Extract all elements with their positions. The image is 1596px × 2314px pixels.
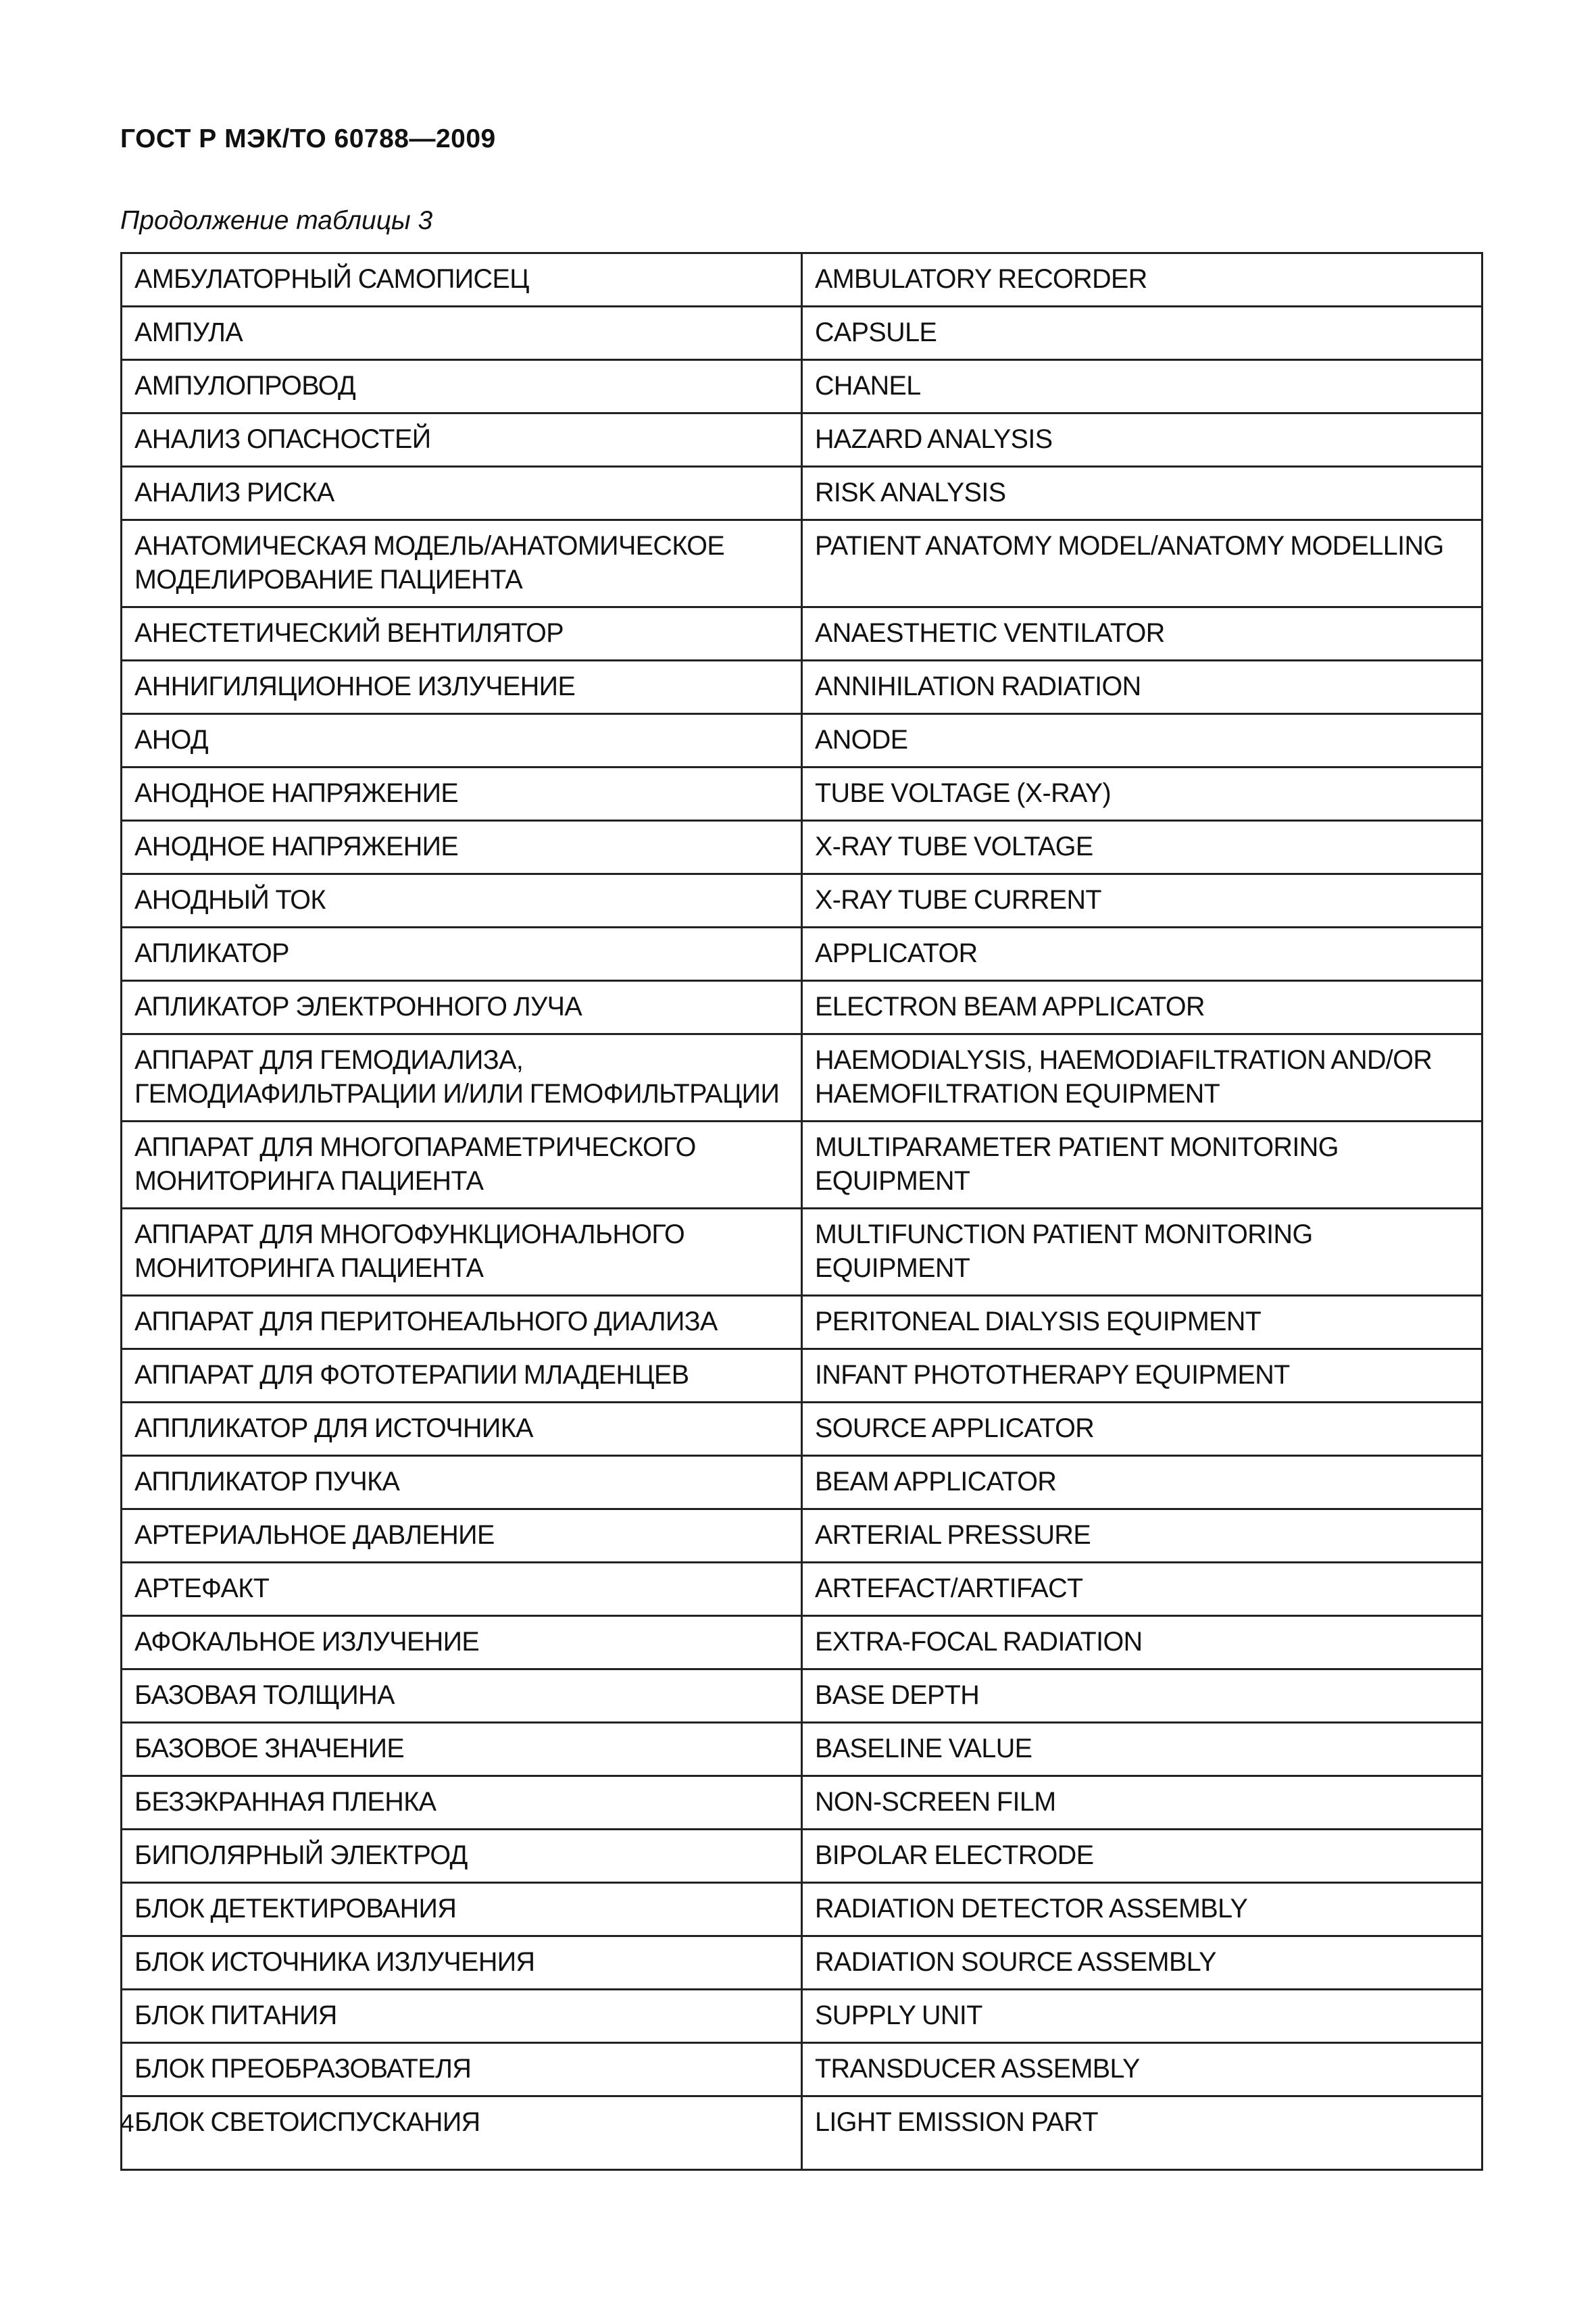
term-russian-cell: АППАРАТ ДЛЯ ГЕМОДИАЛИЗА, ГЕМОДИАФИЛЬТРАЦИИ И/ИЛИ ГЕМОФИЛЬТРАЦИИ <box>122 1034 802 1122</box>
term-russian-cell: БЛОК СВЕТОИСПУСКАНИЯ <box>122 2096 802 2170</box>
table-row <box>122 520 1482 607</box>
table-row <box>122 1403 1482 1456</box>
table-row <box>122 661 1482 714</box>
term-english-cell: PATIENT ANATOMY MODEL/ANATOMY MODELLING <box>802 520 1482 607</box>
term-english-cell: RADIATION SOURCE ASSEMBLY <box>802 1936 1482 1990</box>
table-row <box>122 1509 1482 1563</box>
document-standard-title: ГОСТ Р МЭК/ТО 60788—2009 <box>120 124 496 153</box>
table-row <box>122 1669 1482 1723</box>
table-row <box>122 1349 1482 1403</box>
term-english-cell: BEAM APPLICATOR <box>802 1456 1482 1509</box>
term-english-cell: HAZARD ANALYSIS <box>802 413 1482 467</box>
term-russian-cell: АППЛИКАТОР ДЛЯ ИСТОЧНИКА <box>122 1403 802 1456</box>
term-russian-cell: АНАЛИЗ ОПАСНОСТЕЙ <box>122 413 802 467</box>
table-row <box>122 1209 1482 1296</box>
term-russian-cell: АПЛИКАТОР <box>122 928 802 981</box>
term-english-cell: CAPSULE <box>802 307 1482 360</box>
term-english-cell: CHANEL <box>802 360 1482 413</box>
term-english-cell: APPLICATOR <box>802 928 1482 981</box>
table-row <box>122 928 1482 981</box>
term-english-cell: ARTEFACT/ARTIFACT <box>802 1563 1482 1616</box>
term-russian-cell: АНОД <box>122 714 802 768</box>
term-russian-cell: БАЗОВОЕ ЗНАЧЕНИЕ <box>122 1723 802 1776</box>
term-russian-cell: АНОДНЫЙ ТОК <box>122 874 802 928</box>
term-english-cell: ELECTRON BEAM APPLICATOR <box>802 981 1482 1034</box>
term-russian-cell: АППАРАТ ДЛЯ ФОТОТЕРАПИИ МЛАДЕНЦЕВ <box>122 1349 802 1403</box>
term-english-cell: SUPPLY UNIT <box>802 1990 1482 2043</box>
term-english-cell: MULTIPARAMETER PATIENT MONITORING EQUIPMENT <box>802 1122 1482 1209</box>
term-russian-cell: АППЛИКАТОР ПУЧКА <box>122 1456 802 1509</box>
term-russian-cell: АНОДНОЕ НАПРЯЖЕНИЕ <box>122 821 802 874</box>
term-russian-cell: БЛОК ПРЕОБРАЗОВАТЕЛЯ <box>122 2043 802 2096</box>
term-english-cell: ANODE <box>802 714 1482 768</box>
table-row <box>122 607 1482 661</box>
table-row <box>122 1830 1482 1883</box>
term-russian-cell: БАЗОВАЯ ТОЛЩИНА <box>122 1669 802 1723</box>
table-continuation-caption: Продолжение таблицы 3 <box>120 206 433 235</box>
table-row <box>122 1723 1482 1776</box>
table-row <box>122 1883 1482 1936</box>
term-english-cell: ARTERIAL PRESSURE <box>802 1509 1482 1563</box>
table-row <box>122 821 1482 874</box>
term-russian-cell: АНАЛИЗ РИСКА <box>122 467 802 520</box>
term-english-cell: TUBE VOLTAGE (X-RAY) <box>802 768 1482 821</box>
table-row <box>122 1776 1482 1830</box>
table-row <box>122 307 1482 360</box>
term-russian-cell: АРТЕФАКТ <box>122 1563 802 1616</box>
term-russian-cell: АМПУЛА <box>122 307 802 360</box>
table-row <box>122 253 1482 307</box>
term-english-cell: ANAESTHETIC VENTILATOR <box>802 607 1482 661</box>
term-english-cell: RADIATION DETECTOR ASSEMBLY <box>802 1883 1482 1936</box>
table-row <box>122 1563 1482 1616</box>
term-russian-cell: АНОДНОЕ НАПРЯЖЕНИЕ <box>122 768 802 821</box>
term-english-cell: SOURCE APPLICATOR <box>802 1403 1482 1456</box>
term-russian-cell: АППАРАТ ДЛЯ МНОГОФУНКЦИОНАЛЬНОГО МОНИТОРИНГА ПАЦИЕНТА <box>122 1209 802 1296</box>
term-russian-cell: АМПУЛОПРОВОД <box>122 360 802 413</box>
term-russian-cell: АНАТОМИЧЕСКАЯ МОДЕЛЬ/АНАТОМИЧЕСКОЕ МОДЕЛИРОВАНИЕ ПАЦИЕНТА <box>122 520 802 607</box>
term-russian-cell: БЛОК ДЕТЕКТИРОВАНИЯ <box>122 1883 802 1936</box>
term-english-cell: BASE DEPTH <box>802 1669 1482 1723</box>
table-row <box>122 874 1482 928</box>
terms-table-body <box>122 253 1482 2170</box>
table-row <box>122 360 1482 413</box>
term-english-cell: AMBULATORY RECORDER <box>802 253 1482 307</box>
term-english-cell: MULTIFUNCTION PATIENT MONITORING EQUIPMENT <box>802 1209 1482 1296</box>
table-row <box>122 1122 1482 1209</box>
term-english-cell: HAEMODIALYSIS, HAEMODIAFILTRATION AND/OR HAEMOFILTRATION EQUIPMENT <box>802 1034 1482 1122</box>
table-row <box>122 1456 1482 1509</box>
term-russian-cell: АППАРАТ ДЛЯ МНОГОПАРАМЕТРИЧЕСКОГО МОНИТОРИНГА ПАЦИЕНТА <box>122 1122 802 1209</box>
term-english-cell: INFANT PHOTOTHERAPY EQUIPMENT <box>802 1349 1482 1403</box>
term-english-cell: TRANSDUCER ASSEMBLY <box>802 2043 1482 2096</box>
table-row <box>122 1936 1482 1990</box>
table-row <box>122 467 1482 520</box>
term-russian-cell: АНЕСТЕТИЧЕСКИЙ ВЕНТИЛЯТОР <box>122 607 802 661</box>
term-english-cell: LIGHT EMISSION PART <box>802 2096 1482 2170</box>
term-russian-cell: АННИГИЛЯЦИОННОЕ ИЗЛУЧЕНИЕ <box>122 661 802 714</box>
term-russian-cell: АППАРАТ ДЛЯ ПЕРИТОНЕАЛЬНОГО ДИАЛИЗА <box>122 1296 802 1349</box>
term-english-cell: RISK ANALYSIS <box>802 467 1482 520</box>
term-english-cell: EXTRA-FOCAL RADIATION <box>802 1616 1482 1669</box>
page-number: 4 <box>120 2109 134 2137</box>
term-russian-cell: АРТЕРИАЛЬНОЕ ДАВЛЕНИЕ <box>122 1509 802 1563</box>
table-row <box>122 413 1482 467</box>
term-english-cell: NON-SCREEN FILM <box>802 1776 1482 1830</box>
term-russian-cell: АФОКАЛЬНОЕ ИЗЛУЧЕНИЕ <box>122 1616 802 1669</box>
table-row <box>122 768 1482 821</box>
term-russian-cell: БИПОЛЯРНЫЙ ЭЛЕКТРОД <box>122 1830 802 1883</box>
term-russian-cell: БЛОК ПИТАНИЯ <box>122 1990 802 2043</box>
terms-table <box>120 252 1483 2171</box>
table-row <box>122 1296 1482 1349</box>
term-english-cell: X-RAY TUBE CURRENT <box>802 874 1482 928</box>
term-english-cell: PERITONEAL DIALYSIS EQUIPMENT <box>802 1296 1482 1349</box>
table-row <box>122 1034 1482 1122</box>
table-row <box>122 2043 1482 2096</box>
table-row <box>122 1990 1482 2043</box>
term-english-cell: X-RAY TUBE VOLTAGE <box>802 821 1482 874</box>
term-russian-cell: АМБУЛАТОРНЫЙ САМОПИСЕЦ <box>122 253 802 307</box>
term-russian-cell: БЛОК ИСТОЧНИКА ИЗЛУЧЕНИЯ <box>122 1936 802 1990</box>
table-row <box>122 714 1482 768</box>
term-english-cell: BASELINE VALUE <box>802 1723 1482 1776</box>
term-russian-cell: БЕЗЭКРАННАЯ ПЛЕНКА <box>122 1776 802 1830</box>
term-english-cell: ANNIHILATION RADIATION <box>802 661 1482 714</box>
term-russian-cell: АПЛИКАТОР ЭЛЕКТРОННОГО ЛУЧА <box>122 981 802 1034</box>
term-english-cell: BIPOLAR ELECTRODE <box>802 1830 1482 1883</box>
table-row <box>122 1616 1482 1669</box>
table-row <box>122 981 1482 1034</box>
table-row <box>122 2096 1482 2170</box>
